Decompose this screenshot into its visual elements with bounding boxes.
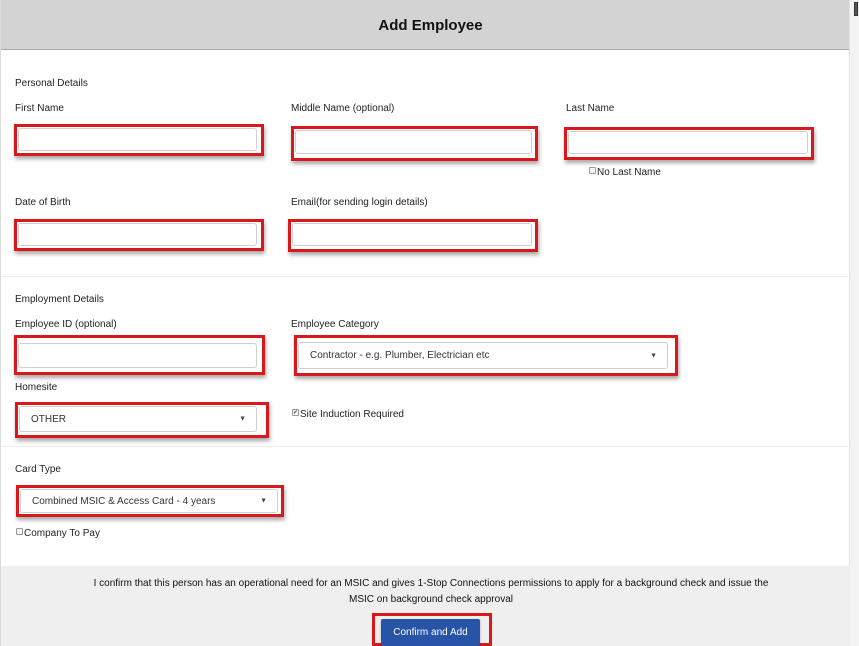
- last-name-input[interactable]: [568, 131, 808, 154]
- card-type-select[interactable]: [20, 489, 278, 513]
- dob-input[interactable]: [18, 223, 257, 246]
- site-induction-checkbox[interactable]: [292, 409, 404, 420]
- scrollbar-thumb[interactable]: [854, 2, 858, 16]
- scrollbar[interactable]: [849, 0, 859, 646]
- employee-id-label: Employee ID (optional): [15, 319, 117, 330]
- dob-label: Date of Birth: [15, 197, 71, 208]
- chevron-down-icon[interactable]: ▼: [650, 352, 657, 359]
- no-last-name-label: No Last Name: [597, 167, 661, 178]
- confirm-and-add-button[interactable]: Confirm and Add: [381, 619, 480, 646]
- page-title: Add Employee: [378, 17, 483, 34]
- homesite-value: OTHER: [31, 413, 66, 425]
- middle-name-label: Middle Name (optional): [291, 103, 395, 114]
- first-name-input[interactable]: [18, 128, 257, 151]
- employee-category-value: Contractor - e.g. Plumber, Electrician etc: [310, 350, 490, 361]
- section-divider: [1, 446, 850, 447]
- company-to-pay-checkbox[interactable]: [16, 528, 100, 539]
- checkbox-unchecked-icon[interactable]: [589, 167, 596, 174]
- email-label: Email(for sending login details): [291, 197, 428, 208]
- homesite-select[interactable]: [19, 406, 257, 432]
- card-type-value: Combined MSIC & Access Card - 4 years: [32, 495, 216, 507]
- chevron-down-icon[interactable]: ▼: [260, 497, 267, 505]
- site-induction-label: Site Induction Required: [300, 409, 404, 420]
- checkbox-unchecked-icon[interactable]: [16, 528, 23, 535]
- middle-name-input[interactable]: [295, 130, 532, 154]
- employee-category-select[interactable]: [298, 342, 668, 369]
- employee-category-label: Employee Category: [291, 319, 379, 330]
- card-type-label: Card Type: [15, 464, 61, 475]
- last-name-label: Last Name: [566, 103, 615, 114]
- no-last-name-checkbox[interactable]: [589, 167, 661, 178]
- section-divider: [1, 276, 850, 277]
- first-name-label: First Name: [15, 103, 64, 114]
- checkbox-checked-icon[interactable]: ✔: [293, 410, 299, 416]
- personal-details-heading: Personal Details: [15, 78, 88, 89]
- employment-details-heading: Employment Details: [15, 294, 104, 305]
- company-to-pay-label: Company To Pay: [24, 528, 100, 539]
- chevron-down-icon[interactable]: ▼: [239, 415, 246, 423]
- homesite-label: Homesite: [15, 382, 58, 393]
- employee-id-input[interactable]: [18, 343, 257, 368]
- confirm-statement: I confirm that this person has an operational need for an MSIC and gives 1-Stop Connections permissions to apply for a background check and issue the MSIC on background check approval: [93, 578, 769, 605]
- page-header: [1, 0, 850, 50]
- email-input[interactable]: [292, 223, 532, 246]
